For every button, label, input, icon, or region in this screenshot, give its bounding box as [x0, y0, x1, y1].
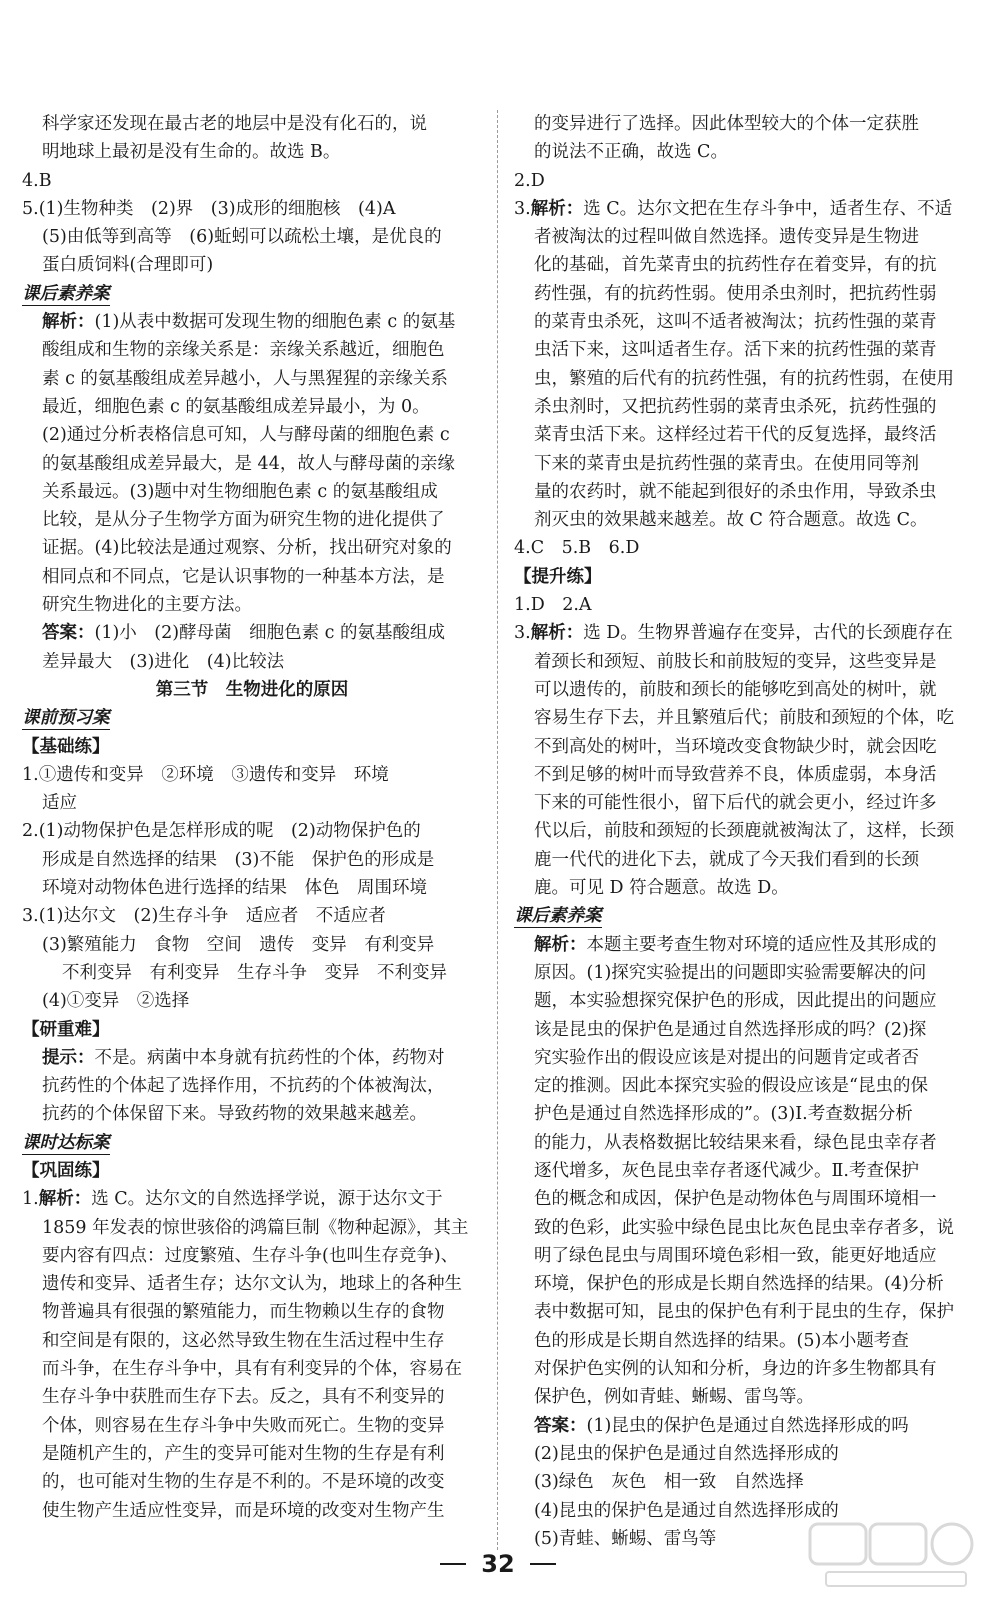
left-line: 蛋白质饲料(合理即可) — [42, 255, 214, 276]
right-line: 【提升练】 — [514, 566, 602, 587]
right-line: 究实验作出的假设应该是对提出的问题肯定或者否 — [534, 1047, 919, 1068]
right-line: 定的推测。因此本探究实验的假设应该是“昆虫的保 — [534, 1076, 928, 1097]
left-line: 适应 — [42, 793, 77, 814]
page-number: 32 — [481, 1550, 515, 1578]
right-line: 对保护色实例的认知和分析，身边的许多生物都具有 — [534, 1359, 937, 1380]
line-text: 选 D。生物界普遍存在变异，古代的长颈鹿存在 — [583, 623, 953, 644]
line-text: (1)从表中数据可发现生物的细胞色素 c 的氨基 — [94, 312, 456, 333]
bold-label: 解析： — [38, 1189, 92, 1210]
line-text: 不是。病菌中本身就有抗药性的个体，药物对 — [94, 1047, 445, 1068]
left-line: 关系最远。(3)题中对生物细胞色素 c 的氨基酸组成 — [42, 481, 438, 502]
left-line: (5)由低等到高等 (6)蚯蚓可以疏松土壤，是优良的 — [42, 227, 442, 248]
right-line: 环境，保护色的形成是长期自然选择的结果。(4)分析 — [534, 1274, 944, 1295]
left-line: 抗药的个体保留下来。导致药物的效果越来越差。 — [42, 1104, 427, 1125]
left-line: 3.(1)达尔文 (2)生存斗争 适应者 不适应者 — [22, 906, 386, 927]
left-line — [22, 1129, 482, 1157]
left-line: 环境对动物体色进行选择的结果 体色 周围环境 — [42, 878, 427, 899]
line-text: 选 C。达尔文的自然选择学说，源于达尔文于 — [91, 1189, 443, 1210]
left-line: 相同点和不同点，它是认识事物的一种基本方法，是 — [42, 566, 445, 587]
right-line: 4.C 5.B 6.D — [514, 538, 640, 559]
right-line: 护色是通过自然选择形成的”。(3)Ⅰ.考查数据分析 — [534, 1104, 913, 1125]
right-line: 着颈长和颈短、前肢长和前肢短的变异，这些变异是 — [534, 651, 937, 672]
right-line: 原因。(1)探究实验提出的问题即实验需要解决的问 — [534, 962, 927, 983]
right-line: (2)昆虫的保护色是通过自然选择形成的 — [534, 1443, 839, 1464]
line-text: (1)小 (2)酵母菌 细胞色素 c 的氨基酸组成 — [94, 623, 446, 644]
right-line: 代以后，前肢和颈短的长颈鹿就被淘汰了，这样，长颈 — [534, 821, 954, 842]
right-line: 容易生存下去，并且繁殖后代；前肢和颈短的个体，吃 — [534, 708, 954, 729]
left-column — [22, 110, 482, 1525]
right-line: 药性强，有的抗药性弱。使用杀虫剂时，把抗药性弱 — [534, 283, 937, 304]
right-line: 保护色，例如青蛙、蜥蜴、雷鸟等。 — [534, 1387, 814, 1408]
left-line: 的氨基酸组成差异最大，是 44，故人与酵母菌的亲缘 — [42, 453, 455, 474]
right-line: 化的基础，首先菜青虫的抗药性存在着变异，有的抗 — [534, 255, 937, 276]
left-line: (2)通过分析表格信息可知，人与酵母菌的细胞色素 c — [42, 425, 450, 446]
right-line: 下来的可能性很小，留下后代的就会更小，经过许多 — [534, 793, 937, 814]
left-line: 证据。(4)比较法是通过观察、分析，找出研究对象的 — [42, 538, 452, 559]
item-number: 1. — [22, 1189, 39, 1210]
right-line: 杀虫剂时，又把抗药性弱的菜青虫杀死，抗药性强的 — [534, 396, 937, 417]
left-line: 素 c 的氨基酸组成差异越小，人与黑猩猩的亲缘关系 — [42, 368, 448, 389]
bold-label: 答案： — [534, 1415, 587, 1436]
item-number: 3. — [514, 623, 531, 644]
right-line — [514, 931, 974, 959]
right-line: 鹿一代代的进化下去，就成了今天我们看到的长颈 — [534, 849, 919, 870]
footer-dash-right — [530, 1563, 556, 1565]
right-line: 量的农药时，就不能起到很好的杀虫作用，导致杀虫 — [534, 481, 937, 502]
left-line — [22, 1044, 482, 1072]
left-line: 【研重难】 — [22, 1019, 110, 1040]
right-line: 下来的菜青虫是抗药性强的菜青虫。在使用同等剂 — [534, 453, 919, 474]
left-line — [22, 619, 482, 647]
left-line — [22, 1185, 482, 1213]
left-line: (4)①变异 ②选择 — [42, 991, 190, 1012]
section-heading: 课后素养案 — [22, 283, 110, 304]
left-line: 遗传和变异、适者生存；达尔文认为，地球上的各种生 — [42, 1274, 462, 1295]
left-line: 明地球上最初是没有生命的。故选 B。 — [42, 142, 341, 163]
left-line: 而斗争，在生存斗争中，具有有利变异的个体，容易在 — [42, 1359, 462, 1380]
right-line: 不到足够的树叶而导致营养不良，体质虚弱，本身活 — [534, 764, 937, 785]
right-line: 不到高处的树叶，当环境改变食物缺少时，就会因吃 — [534, 736, 937, 757]
right-line: 逐代增多，灰色昆虫幸存者逐代减少。Ⅱ.考查保护 — [534, 1160, 919, 1181]
left-line: 科学家还发现在最古老的地层中是没有化石的，说 — [42, 114, 427, 134]
right-line: 可以遗传的，前肢和颈长的能够吃到高处的树叶，就 — [534, 679, 937, 700]
left-line: 个体，则容易在生存斗争中失败而死亡。生物的变异 — [42, 1415, 445, 1436]
section-heading: 课时达标案 — [22, 1132, 110, 1153]
column-divider — [497, 110, 498, 1550]
bold-label: 解析： — [530, 198, 584, 219]
right-line: 色的形成是长期自然选择的结果。(5)本小题考查 — [534, 1330, 909, 1351]
left-line: 和空间是有限的，这必然导致生物在生活过程中生存 — [42, 1330, 445, 1351]
right-line: (5)青蛙、蜥蜴、雷鸟等 — [534, 1528, 717, 1549]
left-line — [22, 704, 482, 732]
bold-label: 答案： — [42, 623, 95, 644]
left-line — [22, 308, 482, 336]
left-line: 4.B — [22, 170, 52, 191]
right-line — [514, 619, 974, 647]
left-line: 比较，是从分子生物学方面为研究生物的进化提供了 — [42, 510, 445, 531]
right-line: 致的色彩，此实验中绿色昆虫比灰色昆虫幸存者多，说 — [534, 1217, 954, 1238]
left-line: 5.(1)生物种类 (2)界 (3)成形的细胞核 (4)A — [22, 198, 396, 219]
left-line: 差异最大 (3)进化 (4)比较法 — [42, 651, 285, 672]
left-line: 2.(1)动物保护色是怎样形成的呢 (2)动物保护色的 — [22, 821, 421, 842]
left-line: 使生物产生适应性变异，而是环境的改变对生物产生 — [42, 1500, 445, 1521]
right-line: 鹿。可见 D 符合题意。故选 D。 — [534, 878, 789, 899]
line-text: 本题主要考查生物对环境的适应性及其形成的 — [586, 934, 937, 955]
footer-dash-left — [440, 1563, 466, 1565]
right-line: (4)昆虫的保护色是通过自然选择形成的 — [534, 1500, 839, 1521]
watermark-logo — [806, 1520, 976, 1592]
section-heading: 课前预习案 — [22, 708, 110, 729]
left-line: 要内容有四点：过度繁殖、生存斗争(也叫生存竞争)、 — [42, 1245, 459, 1266]
bold-label: 解析： — [530, 623, 584, 644]
right-line: 明了绿色昆虫与周围环境色彩相一致，能更好地适应 — [534, 1245, 937, 1266]
left-line: 研究生物进化的主要方法。 — [42, 595, 252, 616]
right-line: 的说法不正确，故选 C。 — [534, 142, 728, 163]
right-line: 虫活下来，这叫适者生存。活下来的抗药性强的菜青 — [534, 340, 937, 361]
right-line: 的能力，从表格数据比较结果来看，绿色昆虫幸存者 — [534, 1132, 937, 1153]
right-line — [514, 195, 974, 223]
right-line: (3)绿色 灰色 相一致 自然选择 — [534, 1472, 804, 1493]
right-line — [514, 1412, 974, 1440]
left-line: 【巩固练】 — [22, 1160, 110, 1181]
right-line: 剂灭虫的效果越来越差。故 C 符合题意。故选 C。 — [534, 510, 928, 531]
right-line: 菜青虫活下来。这样经过若干代的反复选择，最终活 — [534, 425, 937, 446]
right-line: 题，本实验想探究保护色的形成，因此提出的问题应 — [534, 991, 937, 1012]
right-line: 的变异进行了选择。因此体型较大的个体一定获胜 — [534, 114, 919, 134]
item-number: 3. — [514, 198, 531, 219]
left-line: 生存斗争中获胜而生存下去。反之，具有不利变异的 — [42, 1387, 445, 1408]
bold-label: 解析： — [534, 934, 587, 955]
left-line: 最近，细胞色素 c 的氨基酸组成差异最小，为 0。 — [42, 396, 430, 417]
bold-label: 提示： — [42, 1047, 95, 1068]
left-line: 物普遍具有很强的繁殖能力，而生物赖以生存的食物 — [42, 1302, 445, 1323]
right-line: 该是昆虫的保护色是通过自然选择形成的吗？(2)探 — [534, 1019, 927, 1040]
right-line: 虫，繁殖的后代有的抗药性强，有的抗药性弱，在使用 — [534, 368, 954, 389]
left-line: 抗药性的个体起了选择作用，不抗药的个体被淘汰， — [42, 1076, 445, 1097]
right-line: 的菜青虫杀死，这叫不适者被淘汰；抗药性强的菜青 — [534, 312, 937, 333]
left-line: (3)繁殖能力 食物 空间 遗传 变异 有利变异 — [42, 934, 435, 955]
left-line: 【基础练】 — [22, 736, 110, 757]
line-text: (1)昆虫的保护色是通过自然选择形成的吗 — [586, 1415, 909, 1436]
left-line: 第三节 生物进化的原因 — [155, 679, 349, 700]
left-line: 酸组成和生物的亲缘关系是：亲缘关系越近，细胞色 — [42, 340, 445, 361]
left-line: 形成是自然选择的结果 (3)不能 保护色的形成是 — [42, 849, 435, 870]
right-line: 1.D 2.A — [514, 595, 592, 616]
right-column — [514, 110, 974, 1553]
bold-label: 解析： — [42, 312, 95, 333]
right-line: 色的概念和成因，保护色是动物体色与周围环境相一 — [534, 1189, 937, 1210]
right-line: 2.D — [514, 170, 545, 191]
right-line: 表中数据可知，昆虫的保护色有利于昆虫的生存，保护 — [534, 1302, 954, 1323]
right-line — [514, 902, 974, 930]
left-line: 不利变异 有利变异 生存斗争 变异 不利变异 — [62, 962, 447, 983]
left-line: 的，也可能对生物的生存是不利的。不是环境的改变 — [42, 1472, 445, 1493]
left-line: 1.①遗传和变异 ②环境 ③遗传和变异 环境 — [22, 764, 389, 785]
line-text: 选 C。达尔文把在生存斗争中，适者生存、不适 — [583, 198, 953, 219]
left-line — [22, 280, 482, 308]
right-line: 者被淘汰的过程叫做自然选择。遗传变异是生物进 — [534, 227, 919, 248]
section-heading: 课后素养案 — [514, 906, 602, 927]
left-line: 是随机产生的，产生的变异可能对生物的生存是有利 — [42, 1443, 445, 1464]
left-line: 1859 年发表的惊世骇俗的鸿篇巨制《物种起源》，其主 — [42, 1217, 469, 1238]
